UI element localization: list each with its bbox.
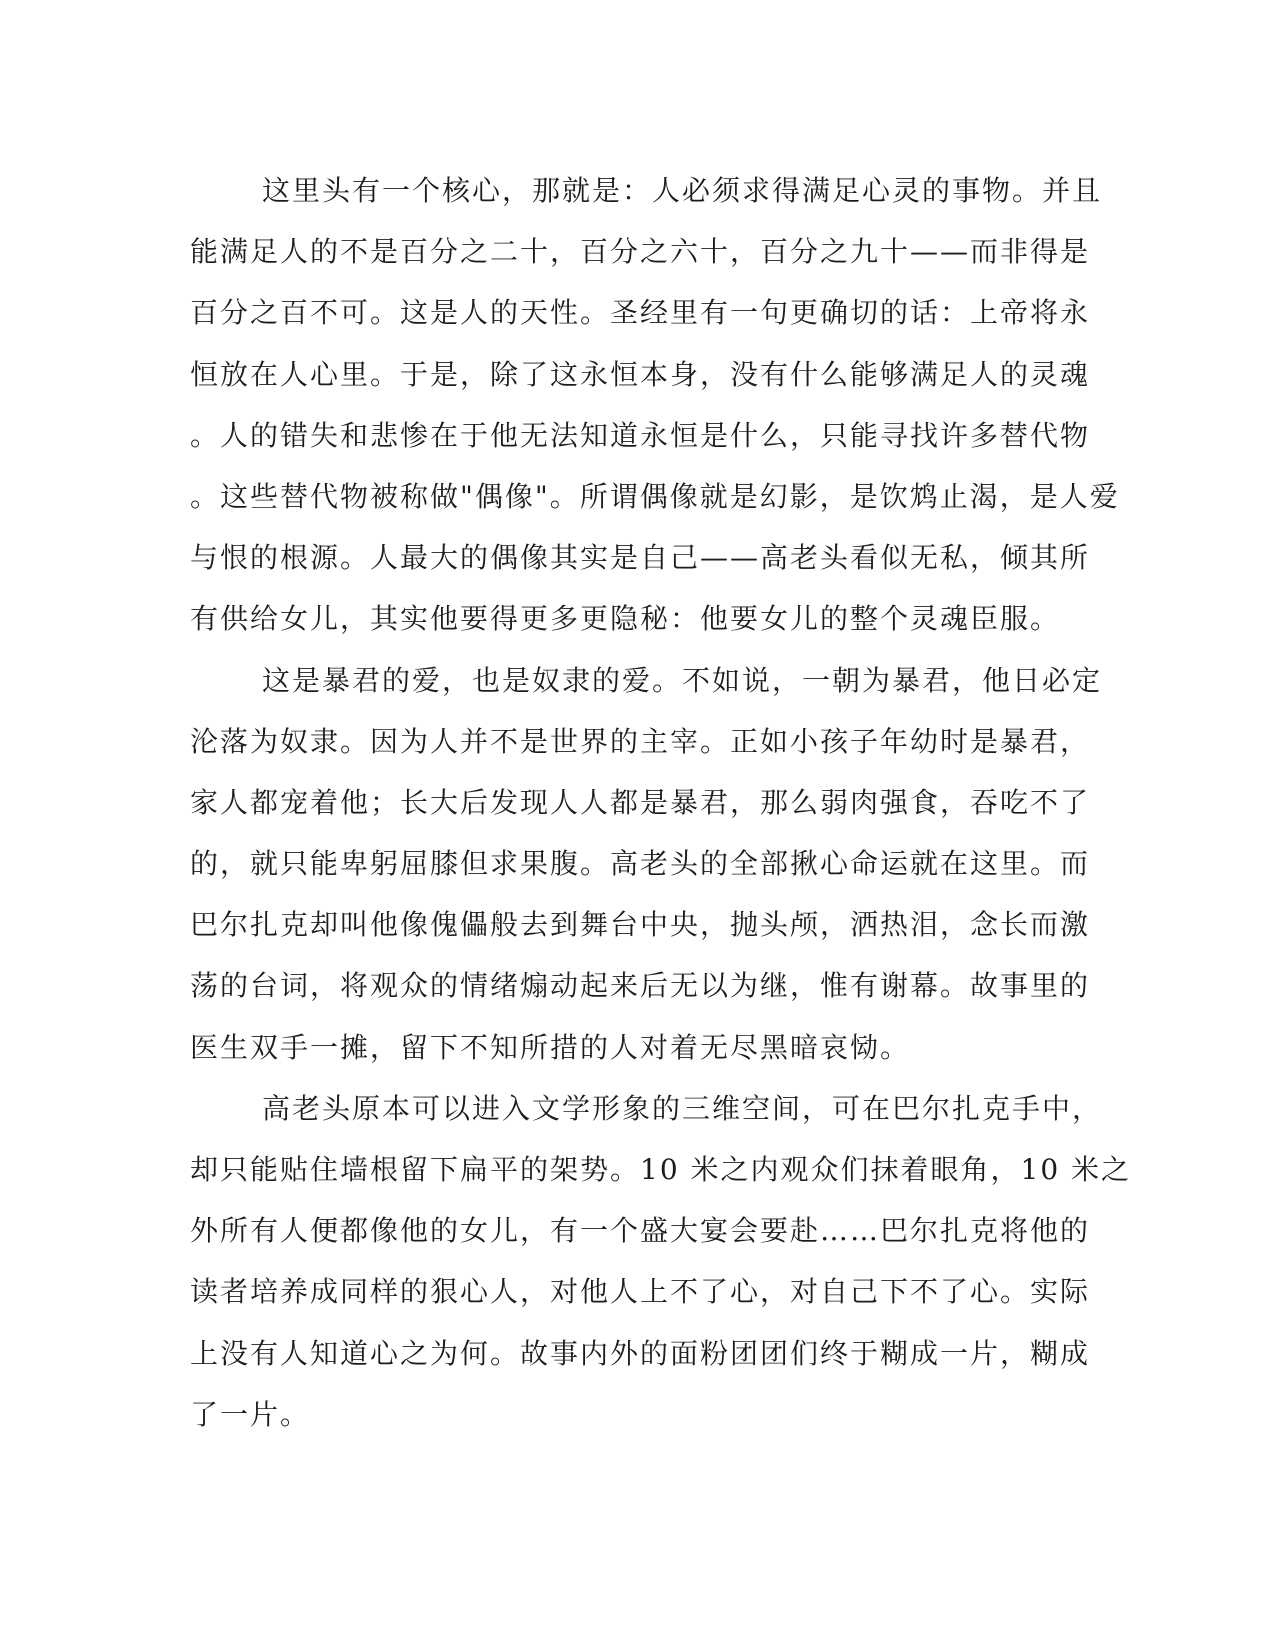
paragraph-line: 。这些替代物被称做"偶像"。所谓偶像就是幻影，是饮鸩止渴，是人爱 <box>190 479 1120 513</box>
paragraph <box>190 160 1120 650</box>
paragraph-line: 医生双手一摊，留下不知所措的人对着无尽黑暗哀恸。 <box>190 1030 911 1064</box>
paragraph-line: 的，就只能卑躬屈膝但求果腹。高老头的全部揪心命运就在这里。而 <box>190 847 1091 881</box>
paragraph-line: 巴尔扎克却叫他像傀儡般去到舞台中央，抛头颅，洒热泪，念长而激 <box>190 908 1091 942</box>
paragraph-line: 有供给女儿，其实他要得更多更隐秘：他要女儿的整个灵魂臣服。 <box>190 602 1061 636</box>
paragraph <box>190 1078 1132 1445</box>
document-body <box>190 160 1132 1445</box>
paragraph-line: 与恨的根源。人最大的偶像其实是自己——高老头看似无私，倾其所 <box>190 541 1091 575</box>
paragraph-line: 上没有人知道心之为何。故事内外的面粉团团们终于糊成一片，糊成 <box>190 1336 1091 1370</box>
paragraph <box>190 650 1103 1078</box>
paragraph-line: 。人的错失和悲惨在于他无法知道永恒是什么，只能寻找许多替代物 <box>190 418 1091 452</box>
paragraph-line: 读者培养成同样的狠心人，对他人上不了心，对自己下不了心。实际 <box>190 1275 1091 1309</box>
paragraph-line: 恒放在人心里。于是，除了这永恒本身，没有什么能够满足人的灵魂 <box>190 357 1091 391</box>
paragraph-line: 高老头原本可以进入文学形象的三维空间，可在巴尔扎克手中， <box>262 1091 1103 1125</box>
paragraph-line: 百分之百不可。这是人的天性。圣经里有一句更确切的话：上帝将永 <box>190 296 1091 330</box>
paragraph-line: 了一片。 <box>190 1397 311 1431</box>
paragraph-line: 能满足人的不是百分之二十，百分之六十，百分之九十——而非得是 <box>190 235 1091 269</box>
paragraph-line: 这是暴君的爱，也是奴隶的爱。不如说，一朝为暴君，他日必定 <box>262 663 1103 697</box>
paragraph-line: 这里头有一个核心，那就是：人必须求得满足心灵的事物。并且 <box>262 174 1103 207</box>
paragraph-line: 沦落为奴隶。因为人并不是世界的主宰。正如小孩子年幼时是暴君， <box>190 724 1091 758</box>
paragraph-line: 却只能贴住墙根留下扁平的架势。10 米之内观众们抹着眼角，10 米之 <box>190 1153 1132 1186</box>
paragraph-line: 外所有人便都像他的女儿，有一个盛大宴会要赴……巴尔扎克将他的 <box>190 1214 1091 1248</box>
paragraph-line: 荡的台词，将观众的情绪煽动起来后无以为继，惟有谢幕。故事里的 <box>190 969 1091 1003</box>
paragraph-line: 家人都宠着他；长大后发现人人都是暴君，那么弱肉强食，吞吃不了 <box>190 785 1091 819</box>
